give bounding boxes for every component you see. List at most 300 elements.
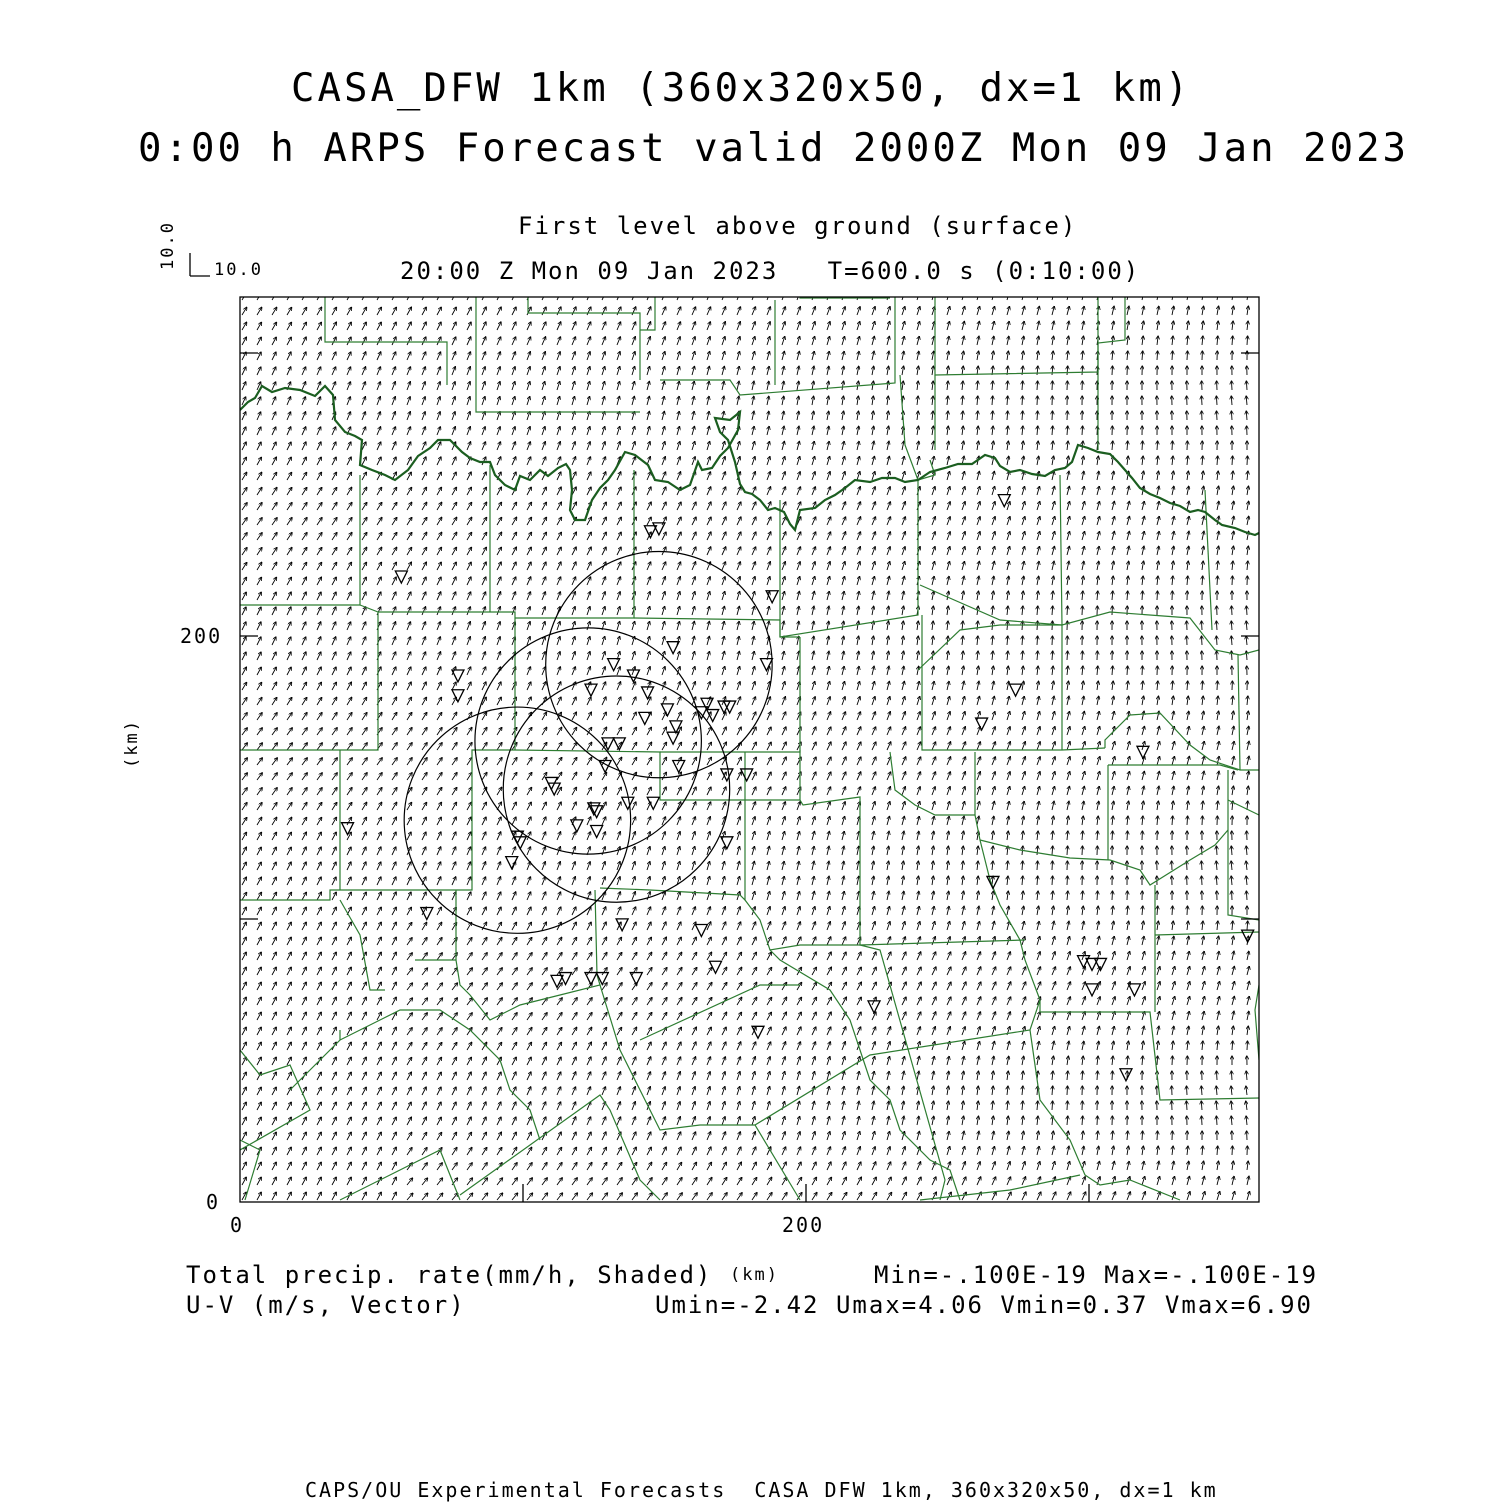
wind-vector [497, 1087, 501, 1095]
wind-vector [1157, 1192, 1160, 1200]
wind-vector [497, 1178, 503, 1185]
wind-vector [1231, 1086, 1232, 1095]
wind-vector [1052, 1101, 1053, 1110]
wind-vector [1112, 501, 1114, 510]
wind-vector [1097, 1146, 1099, 1155]
wind-vector [962, 502, 965, 511]
wind-vector [317, 667, 321, 675]
wind-vector [647, 411, 649, 420]
wind-vector [1232, 1011, 1234, 1020]
wind-vector [1202, 636, 1203, 645]
wind-vector [527, 892, 531, 900]
wind-vector [557, 1042, 562, 1050]
wind-vector [722, 666, 725, 675]
wind-vector [1112, 321, 1114, 330]
wind-vector [947, 576, 949, 585]
wind-vector [857, 666, 859, 675]
wind-vector [1112, 967, 1115, 975]
wind-vector [377, 1027, 381, 1035]
wind-vector [1202, 681, 1203, 690]
wind-vector [272, 292, 277, 300]
wind-vector [1217, 546, 1219, 555]
wind-vector [797, 802, 800, 810]
wind-vector [347, 502, 352, 510]
wind-vector [1247, 456, 1248, 465]
wind-vector [497, 832, 501, 840]
wind-vector [332, 967, 336, 975]
wind-vector [947, 712, 950, 721]
wind-vector [1217, 486, 1219, 495]
wind-vector [1082, 711, 1084, 720]
wind-vector [752, 1162, 756, 1170]
wind-vector [512, 577, 516, 585]
wind-vector [662, 322, 666, 330]
wind-vector [587, 1087, 591, 1095]
wind-vector [1067, 1101, 1068, 1110]
wind-vector [347, 937, 351, 945]
wind-vector [872, 547, 875, 555]
wind-vector [512, 1117, 516, 1125]
wind-vector [617, 487, 621, 495]
wind-vector [872, 846, 874, 855]
wind-vector [962, 861, 963, 870]
wind-vector [872, 562, 875, 571]
wind-vector [1037, 546, 1040, 555]
wind-vector [797, 1177, 802, 1185]
wind-vector [632, 697, 636, 705]
wind-vector [782, 606, 784, 615]
wind-vector [512, 802, 516, 810]
wind-vector [377, 367, 381, 375]
wind-vector [1217, 726, 1219, 735]
wind-vector [347, 922, 351, 930]
wind-vector [602, 1042, 606, 1050]
wind-vector [422, 1163, 427, 1170]
wind-vector [557, 381, 560, 390]
wind-vector [872, 937, 876, 945]
wind-vector [272, 743, 277, 750]
wind-vector [677, 1162, 682, 1170]
wind-vector [242, 967, 246, 975]
wind-vector [782, 772, 786, 780]
precip-field-label: Total precip. rate(mm/h, Shaded) [186, 1261, 712, 1289]
wind-vector [422, 817, 426, 825]
wind-vector [767, 337, 770, 346]
wind-vector [407, 592, 411, 600]
wind-vector [587, 998, 592, 1005]
wind-vector [347, 382, 351, 390]
wind-vector [1097, 1041, 1099, 1050]
wind-vector [797, 426, 799, 435]
wind-vector [287, 1087, 291, 1095]
wind-vector [362, 997, 366, 1005]
wind-vector [1067, 921, 1069, 930]
wind-vector [962, 351, 964, 360]
wind-vector [1112, 982, 1115, 990]
wind-vector [1247, 291, 1249, 300]
wind-vector [527, 998, 532, 1005]
wind-vector [332, 1192, 336, 1200]
wind-vector [977, 426, 978, 435]
wind-vector [1022, 1086, 1023, 1095]
wind-vector [722, 337, 725, 346]
wind-vector [407, 562, 411, 570]
wind-vector [1007, 786, 1010, 795]
wind-vector [1007, 921, 1009, 930]
wind-vector [677, 847, 680, 856]
wind-vector [302, 802, 307, 810]
wind-vector [587, 817, 591, 825]
wind-vector [902, 517, 905, 525]
wind-vector [422, 427, 425, 435]
wind-vector [287, 773, 292, 780]
wind-vector [632, 1027, 637, 1035]
wind-vector [932, 441, 934, 450]
wind-vector [1187, 576, 1188, 585]
wind-vector [1052, 441, 1053, 450]
wind-vector [602, 1087, 606, 1095]
wind-vector [1127, 786, 1129, 795]
wind-vector [347, 817, 352, 825]
wind-vector [1082, 1177, 1085, 1185]
wind-vector [692, 547, 696, 555]
wind-vector [332, 877, 336, 885]
wind-vector [347, 532, 352, 540]
wind-vector [1022, 411, 1023, 420]
wind-vector [647, 487, 651, 495]
wind-vector [992, 801, 994, 810]
wind-vector [677, 532, 681, 540]
wind-vector [407, 862, 411, 870]
wind-vector [407, 712, 412, 720]
wind-vector [1247, 336, 1248, 345]
wind-vector [1157, 1161, 1159, 1170]
wind-vector [392, 1102, 396, 1110]
wind-vector [587, 937, 592, 945]
wind-vector [812, 817, 815, 826]
wind-vector [857, 621, 859, 630]
wind-vector [992, 606, 993, 615]
wind-vector [617, 426, 620, 435]
wind-vector [1067, 742, 1070, 751]
wind-vector [662, 983, 667, 991]
wind-vector [512, 937, 517, 945]
wind-vector [1217, 756, 1219, 765]
wind-vector [542, 817, 546, 825]
wind-vector [677, 442, 680, 451]
wind-vector [1082, 786, 1084, 795]
wind-vector [437, 1087, 441, 1095]
wind-vector [857, 1162, 861, 1170]
wind-vector [557, 802, 561, 810]
wind-vector [437, 787, 442, 795]
wind-vector [1142, 936, 1144, 945]
wind-vector [1037, 411, 1038, 420]
wind-vector [497, 367, 500, 375]
wind-vector [1187, 756, 1189, 765]
wind-vector [632, 667, 635, 675]
wind-vector [392, 967, 396, 975]
wind-vector [812, 651, 814, 660]
wind-vector [932, 381, 933, 390]
wind-vector [242, 952, 246, 960]
wind-vector [1037, 982, 1041, 990]
wind-vector [887, 336, 889, 345]
wind-vector [257, 518, 262, 525]
wind-vector [1112, 921, 1114, 930]
wind-vector [947, 456, 949, 465]
wind-vector [1202, 456, 1203, 465]
wind-vector [467, 427, 470, 435]
wind-vector [782, 396, 784, 405]
wind-vector [812, 787, 816, 795]
wind-vector [752, 891, 755, 900]
wind-vector [1232, 516, 1234, 525]
wind-vector [662, 472, 666, 480]
wind-vector [602, 1162, 607, 1170]
wind-vector [242, 1087, 246, 1095]
wind-vector [362, 832, 366, 840]
wind-vector [1202, 621, 1203, 630]
wind-vector [467, 773, 472, 781]
wind-vector [242, 773, 247, 780]
wind-vector [932, 1027, 935, 1035]
wind-vector [677, 292, 681, 300]
wind-vector [392, 427, 396, 435]
wind-vector [467, 307, 471, 315]
wind-vector [512, 592, 516, 600]
wind-vector [572, 1163, 577, 1171]
wind-vector [797, 532, 801, 540]
wind-vector [1022, 982, 1026, 990]
wind-vector [422, 998, 428, 1005]
wind-vector [527, 322, 531, 330]
wind-vector [512, 472, 516, 480]
station-triangle-icon [647, 797, 659, 809]
wind-vector [1217, 336, 1218, 345]
wind-vector [737, 1057, 740, 1065]
wind-vector [1052, 1086, 1053, 1095]
station-triangle-icon [602, 738, 614, 750]
wind-vector [392, 1147, 396, 1155]
wind-vector [1007, 1146, 1009, 1155]
wind-vector [1097, 666, 1098, 675]
wind-vector [1022, 786, 1025, 795]
wind-vector [467, 1072, 471, 1080]
wind-vector [377, 832, 381, 840]
wind-vector [812, 681, 815, 690]
wind-vector [467, 1132, 472, 1140]
wind-vector [632, 922, 636, 930]
wind-vector [1067, 531, 1070, 540]
wind-vector [1217, 996, 1220, 1005]
wind-vector [572, 1193, 578, 1200]
wind-vector [902, 891, 904, 900]
wind-vector [1247, 561, 1248, 570]
wind-vector [332, 817, 337, 825]
wind-vector [587, 787, 591, 795]
wind-vector [662, 1072, 665, 1080]
wind-vector [617, 1162, 622, 1170]
wind-vector [242, 743, 247, 750]
wind-vector [932, 727, 936, 735]
wind-vector [632, 682, 636, 690]
wind-vector [1037, 1026, 1040, 1035]
wind-vector [812, 636, 814, 645]
wind-vector [1232, 951, 1234, 960]
wind-vector [242, 1027, 246, 1035]
wind-vector [677, 1027, 681, 1035]
wind-vector [782, 757, 786, 765]
wind-vector [422, 983, 428, 990]
wind-vector [977, 636, 978, 645]
wind-vector [1202, 336, 1203, 345]
wind-vector [782, 366, 784, 375]
wind-vector [467, 652, 471, 660]
wind-vector [257, 1102, 261, 1110]
wind-vector [797, 997, 802, 1005]
wind-vector [1022, 906, 1024, 915]
wind-vector [812, 757, 816, 765]
wind-vector [452, 457, 456, 465]
wind-vector [977, 471, 979, 480]
wind-vector [1097, 1012, 1100, 1021]
wind-vector [1097, 921, 1099, 930]
wind-vector [272, 1057, 276, 1065]
wind-vector [662, 922, 666, 930]
wind-vector [842, 697, 845, 705]
wind-vector [662, 832, 665, 840]
wind-vector [377, 1072, 381, 1080]
wind-vector [1082, 726, 1085, 735]
wind-vector [332, 577, 336, 585]
wind-vector [1157, 951, 1160, 960]
wind-vector [917, 681, 919, 690]
wind-vector [917, 967, 921, 975]
wind-vector [452, 1102, 456, 1110]
wind-vector [797, 441, 799, 450]
wind-vector [827, 802, 830, 810]
wind-vector [437, 1132, 442, 1140]
wind-vector [332, 518, 337, 526]
wind-vector [617, 352, 620, 361]
wind-vector [317, 682, 321, 690]
wind-vector [257, 1117, 261, 1125]
wind-vector [242, 637, 246, 645]
wind-vector [482, 397, 485, 406]
wind-vector [722, 351, 725, 360]
wind-vector [947, 517, 950, 525]
wind-vector [242, 488, 247, 496]
wind-vector [257, 487, 262, 495]
wind-vector [692, 1102, 695, 1111]
wind-vector [272, 1192, 276, 1200]
wind-vector [452, 817, 456, 825]
wind-vector [692, 876, 695, 885]
wind-vector [1217, 306, 1219, 315]
wind-vector [317, 518, 322, 526]
wind-vector [812, 396, 814, 405]
wind-vector [662, 1147, 666, 1155]
wind-vector [947, 772, 950, 780]
wind-vector [1082, 561, 1084, 570]
wind-vector [827, 1027, 831, 1035]
wind-vector [242, 337, 246, 345]
wind-vector [1067, 1026, 1070, 1035]
wind-vector [977, 1071, 979, 1080]
wind-vector [1022, 321, 1024, 330]
wind-vector [812, 576, 815, 585]
wind-vector [302, 533, 307, 541]
wind-vector [1067, 486, 1069, 495]
wind-vector [1007, 591, 1008, 600]
wind-vector [902, 922, 905, 931]
wind-vector [1097, 456, 1098, 465]
wind-vector [1007, 801, 1009, 810]
wind-vector [1022, 502, 1025, 511]
wind-vector [962, 1027, 965, 1035]
wind-vector [287, 1132, 291, 1140]
wind-minmax: Umin=-2.42 Umax=4.06 Vmin=0.37 Vmax=6.90 [655, 1291, 1313, 1319]
wind-vector [857, 472, 860, 481]
wind-vector [1127, 921, 1129, 930]
wind-vector [632, 292, 636, 300]
wind-vector [692, 441, 695, 450]
wind-vector [482, 367, 485, 375]
wind-vector [1037, 831, 1038, 840]
wind-vector [662, 396, 664, 405]
wind-vector [542, 1193, 548, 1200]
station-triangle-icon [1094, 958, 1106, 970]
wind-vector [1232, 711, 1234, 720]
wind-vector [1022, 651, 1023, 660]
wind-vector [572, 352, 575, 360]
wind-vector [272, 533, 277, 541]
wind-vector [917, 456, 919, 465]
wind-vector [707, 772, 711, 780]
wind-vector [1247, 546, 1248, 555]
wind-vector [842, 591, 844, 600]
wind-vector [647, 1087, 650, 1095]
wind-vector [302, 907, 306, 915]
wind-vector [752, 532, 756, 540]
wind-vector [617, 502, 621, 510]
wind-vector [902, 547, 905, 555]
wind-vector [707, 532, 711, 540]
wind-vector [962, 292, 965, 301]
wind-vector [482, 337, 486, 345]
wind-vector [317, 1102, 321, 1110]
wind-vector [482, 682, 486, 690]
vector-key-y-label: 10.0 [158, 221, 178, 270]
wind-vector [332, 697, 337, 705]
wind-vector [617, 1117, 621, 1125]
wind-vector [1157, 1146, 1158, 1155]
wind-vector [347, 982, 351, 990]
wind-vector [1231, 411, 1232, 420]
wind-vector [662, 1162, 667, 1170]
wind-vector [332, 667, 336, 675]
wind-vector [887, 321, 890, 330]
wind-vector [887, 712, 890, 720]
wind-vector [617, 337, 620, 345]
wind-vector [677, 1117, 680, 1125]
wind-vector [602, 862, 605, 871]
wind-vector [482, 1102, 486, 1110]
wind-vector [1142, 576, 1143, 585]
wind-vector [482, 592, 486, 600]
wind-vector [782, 697, 785, 705]
